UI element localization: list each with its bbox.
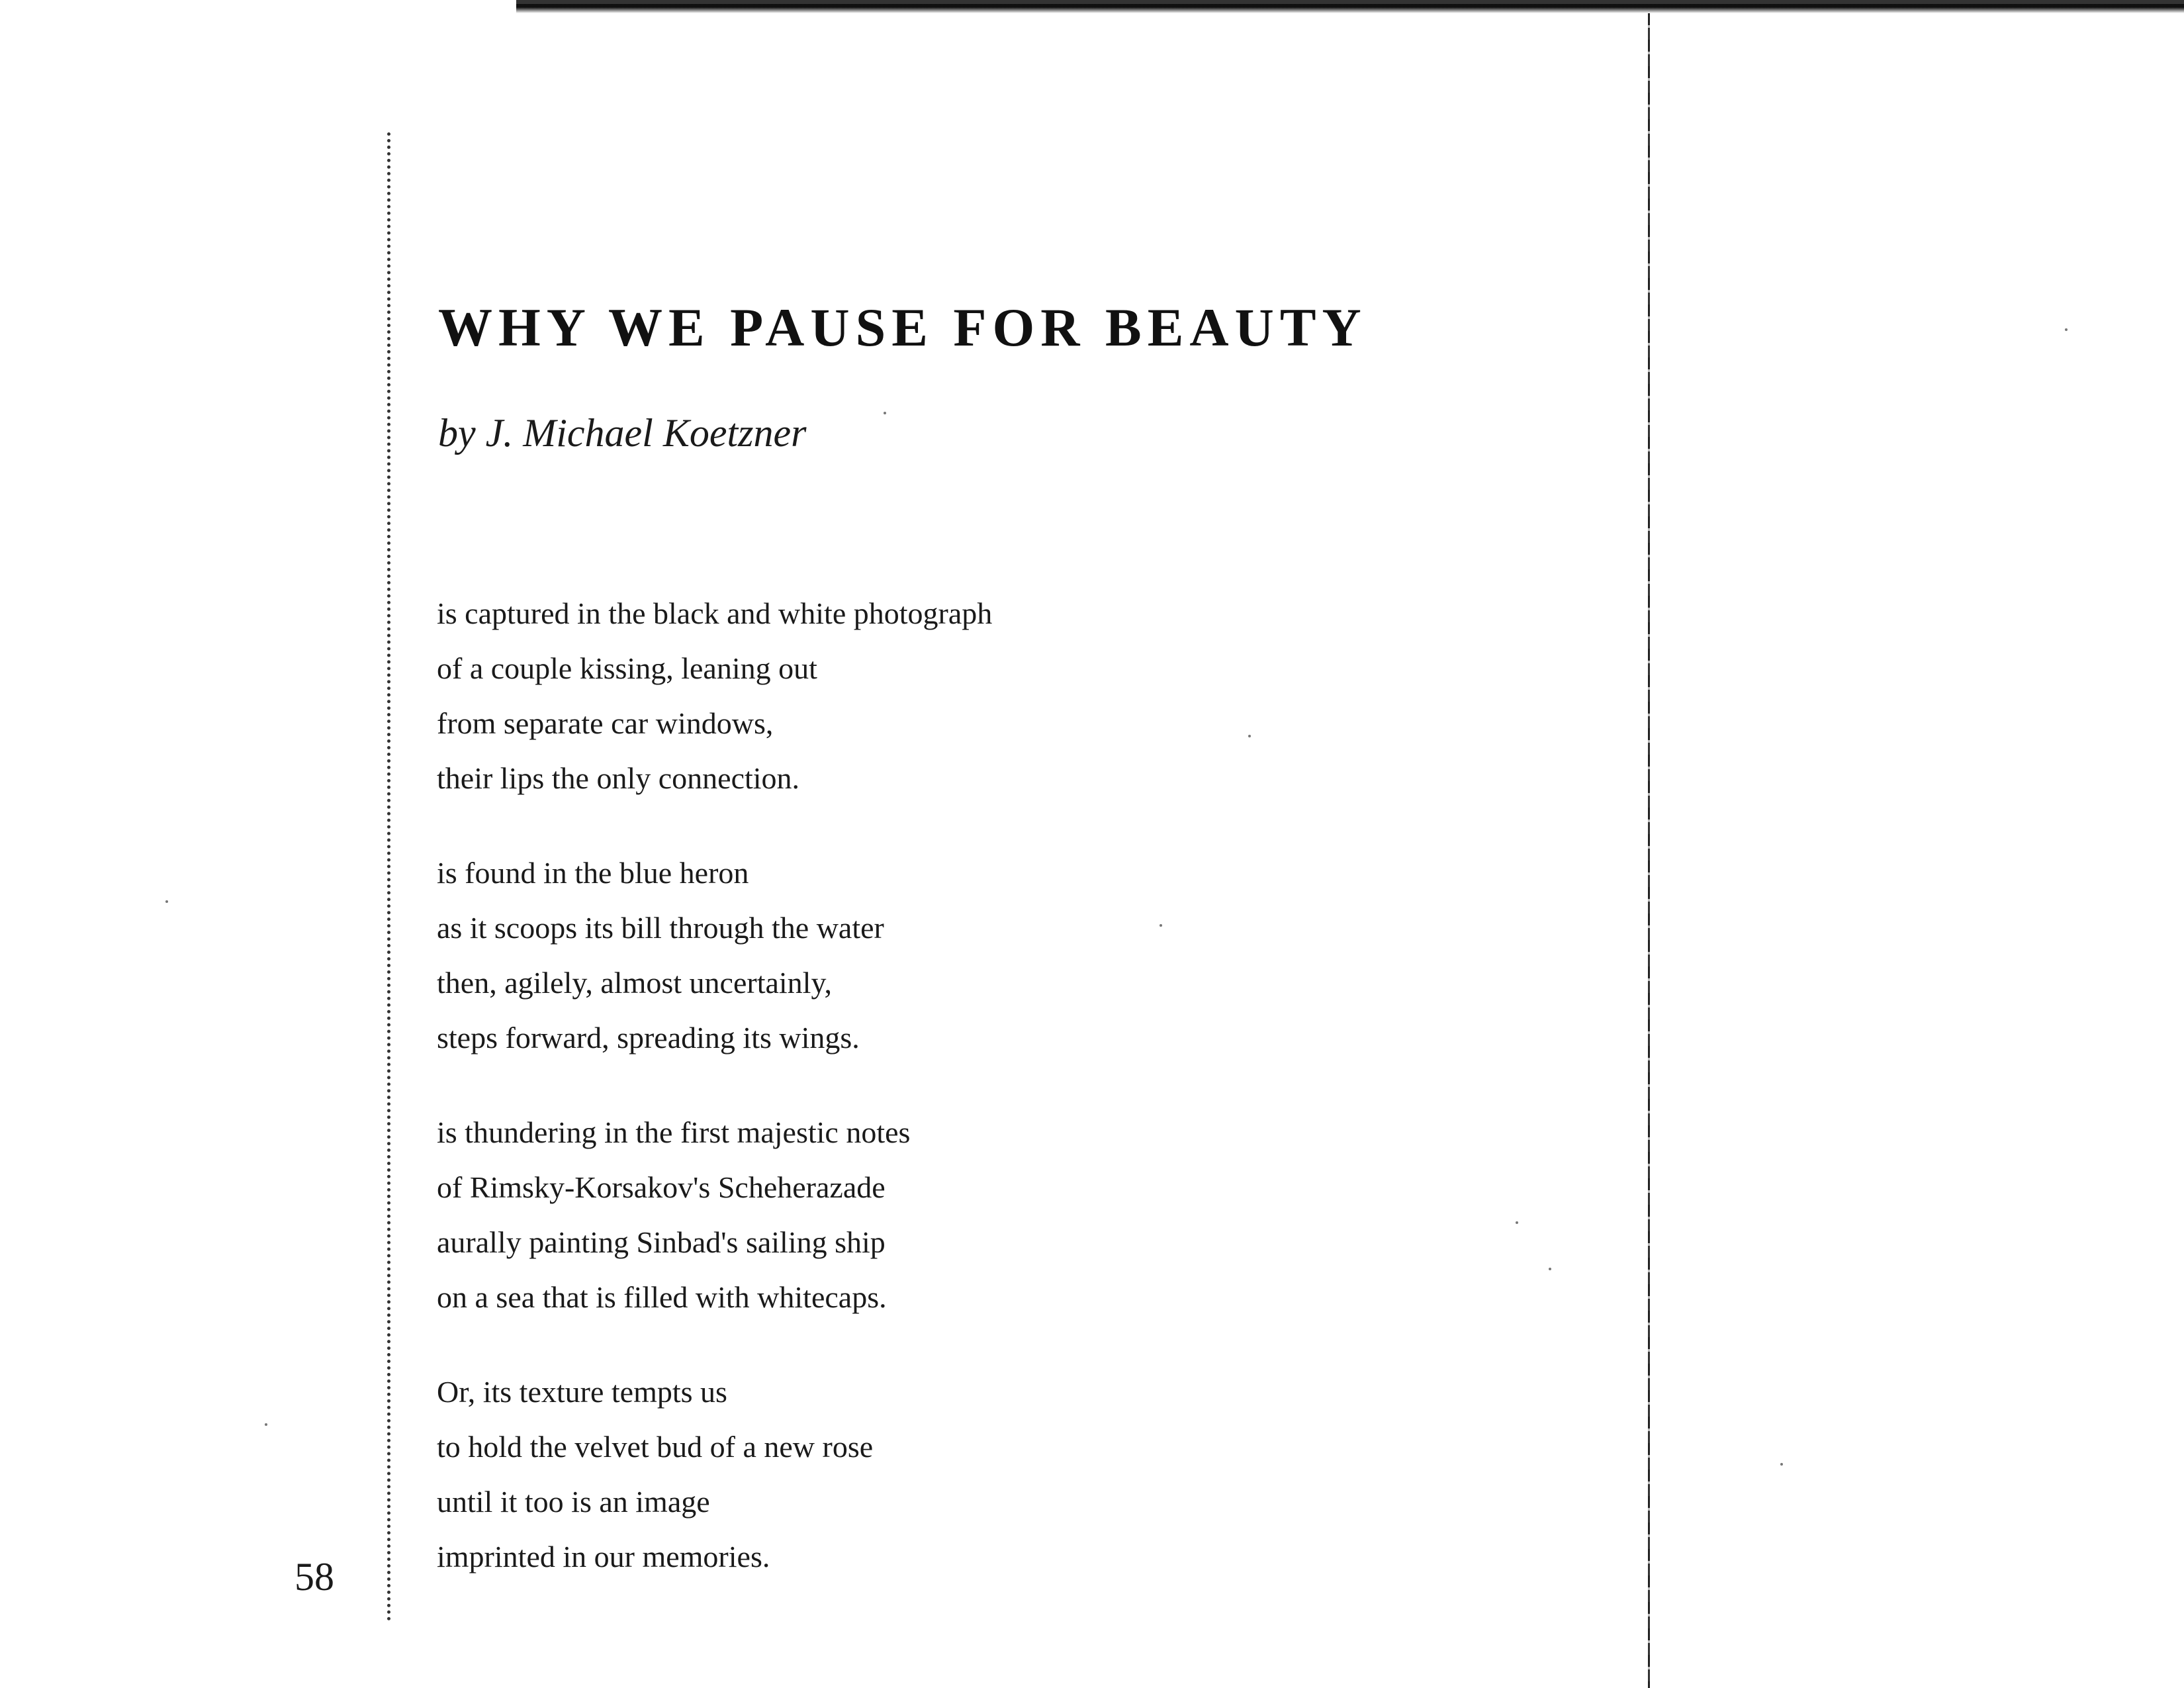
poem-line: is found in the blue heron bbox=[437, 856, 749, 890]
poem-line: on a sea that is filled with whitecaps. bbox=[437, 1280, 887, 1314]
scan-speck bbox=[1780, 1463, 1783, 1466]
stanza-3 bbox=[437, 1105, 1430, 1325]
stanza-4 bbox=[437, 1364, 1430, 1584]
poem-line: of Rimsky-Korsakov's Scheherazade bbox=[437, 1170, 886, 1204]
stanza-2 bbox=[437, 845, 1430, 1065]
scan-speck bbox=[884, 412, 886, 414]
scan-speck bbox=[265, 1423, 267, 1426]
scan-speck bbox=[1160, 924, 1162, 927]
poem-line: their lips the only connection. bbox=[437, 761, 800, 795]
poem-line: to hold the velvet bud of a new rose bbox=[437, 1430, 874, 1464]
scan-top-edge bbox=[516, 0, 2184, 15]
poem-line: from separate car windows, bbox=[437, 706, 774, 740]
poem-line: then, agilely, almost uncertainly, bbox=[437, 966, 832, 1000]
poem-byline: by J. Michael Koetzner bbox=[438, 411, 807, 455]
scan-speck bbox=[1248, 735, 1251, 737]
poem-line: imprinted in our memories. bbox=[437, 1540, 770, 1573]
page-number: 58 bbox=[295, 1555, 334, 1599]
page-gutter-line bbox=[1648, 13, 1650, 1688]
poem-line: is thundering in the first majestic notes bbox=[437, 1115, 911, 1149]
dotted-margin-rule bbox=[387, 132, 390, 1622]
poem-title: WHY WE PAUSE FOR BEAUTY bbox=[438, 297, 1367, 357]
poem-line: aurally painting Sinbad's sailing ship bbox=[437, 1225, 886, 1259]
scan-speck bbox=[1516, 1221, 1518, 1224]
poem-line: of a couple kissing, leaning out bbox=[437, 651, 817, 685]
poem-body bbox=[437, 586, 1430, 1624]
scan-speck bbox=[2065, 328, 2068, 331]
poem-line: Or, its texture tempts us bbox=[437, 1375, 727, 1409]
poem-line: is captured in the black and white photograph bbox=[437, 596, 993, 630]
poem-line: until it too is an image bbox=[437, 1485, 710, 1519]
poem-line: steps forward, spreading its wings. bbox=[437, 1021, 860, 1055]
scan-speck bbox=[165, 900, 168, 903]
scan-speck bbox=[1549, 1268, 1551, 1270]
scan-edge-line bbox=[516, 0, 2184, 4]
poem-line: as it scoops its bill through the water bbox=[437, 911, 884, 945]
stanza-1 bbox=[437, 586, 1430, 806]
